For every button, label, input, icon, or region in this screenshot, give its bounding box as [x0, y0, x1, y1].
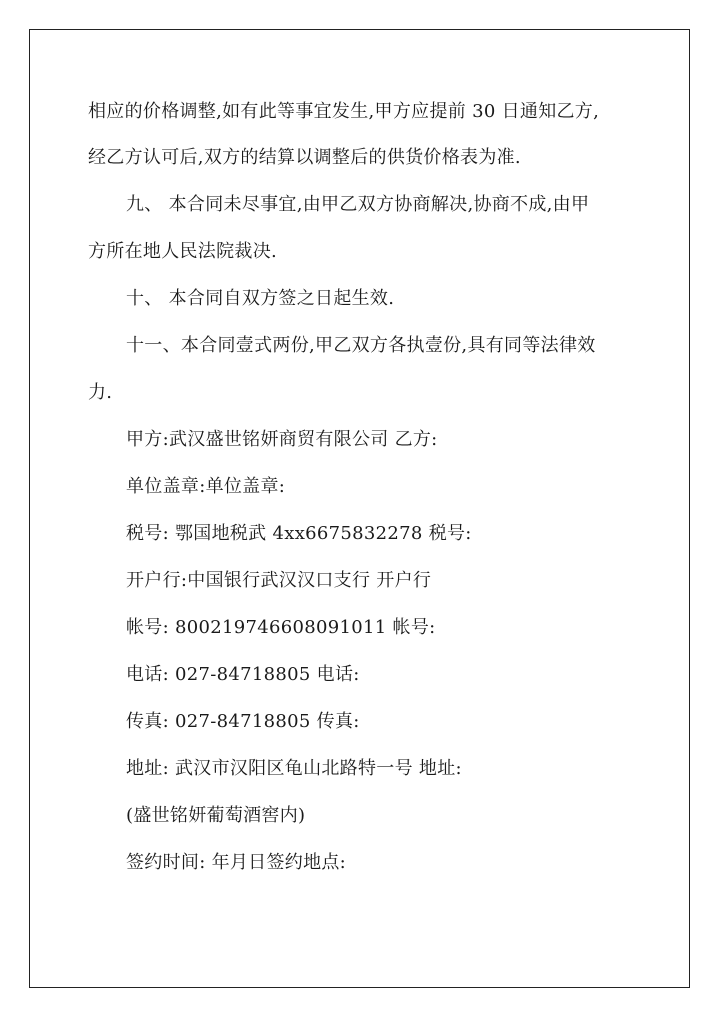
clause-11-text-line-2: 力. [88, 382, 113, 403]
clause-11-text-line-1: 十一、本合同壹式两份,甲乙双方各执壹份,具有同等法律效 [126, 335, 596, 356]
clause-9-text-line-1: 九、 本合同未尽事宜,由甲乙双方协商解决,协商不成,由甲 [126, 194, 590, 215]
address-line: 地址: 武汉市汉阳区龟山北路特一号 地址: [126, 758, 462, 779]
party-names: 甲方:武汉盛世铭妍商贸有限公司 乙方: [126, 429, 438, 450]
clause-9-text-line-2: 方所在地人民法院裁决. [88, 241, 278, 262]
page-border [29, 29, 690, 988]
signing-line: 签约时间: 年月日签约地点: [126, 852, 347, 873]
tax-number-line: 税号: 鄂国地税武 4xx6675832278 税号: [126, 523, 472, 544]
clause-8-text-line-2: 经乙方认可后,双方的结算以调整后的供货价格表为准. [88, 147, 521, 168]
seal-line: 单位盖章:单位盖章: [126, 476, 286, 497]
clause-10-text: 十、 本合同自双方签之日起生效. [126, 288, 395, 309]
phone-line: 电话: 027-84718805 电话: [126, 664, 360, 685]
address-note: (盛世铭妍葡萄酒窖内) [126, 805, 306, 826]
fax-line: 传真: 027-84718805 传真: [126, 711, 360, 732]
bank-line: 开户行:中国银行武汉汉口支行 开户行 [126, 570, 432, 591]
clause-8-text-line-1: 相应的价格调整,如有此等事宜发生,甲方应提前 30 日通知乙方, [88, 101, 600, 122]
account-line: 帐号: 800219746608091011 帐号: [126, 617, 436, 638]
